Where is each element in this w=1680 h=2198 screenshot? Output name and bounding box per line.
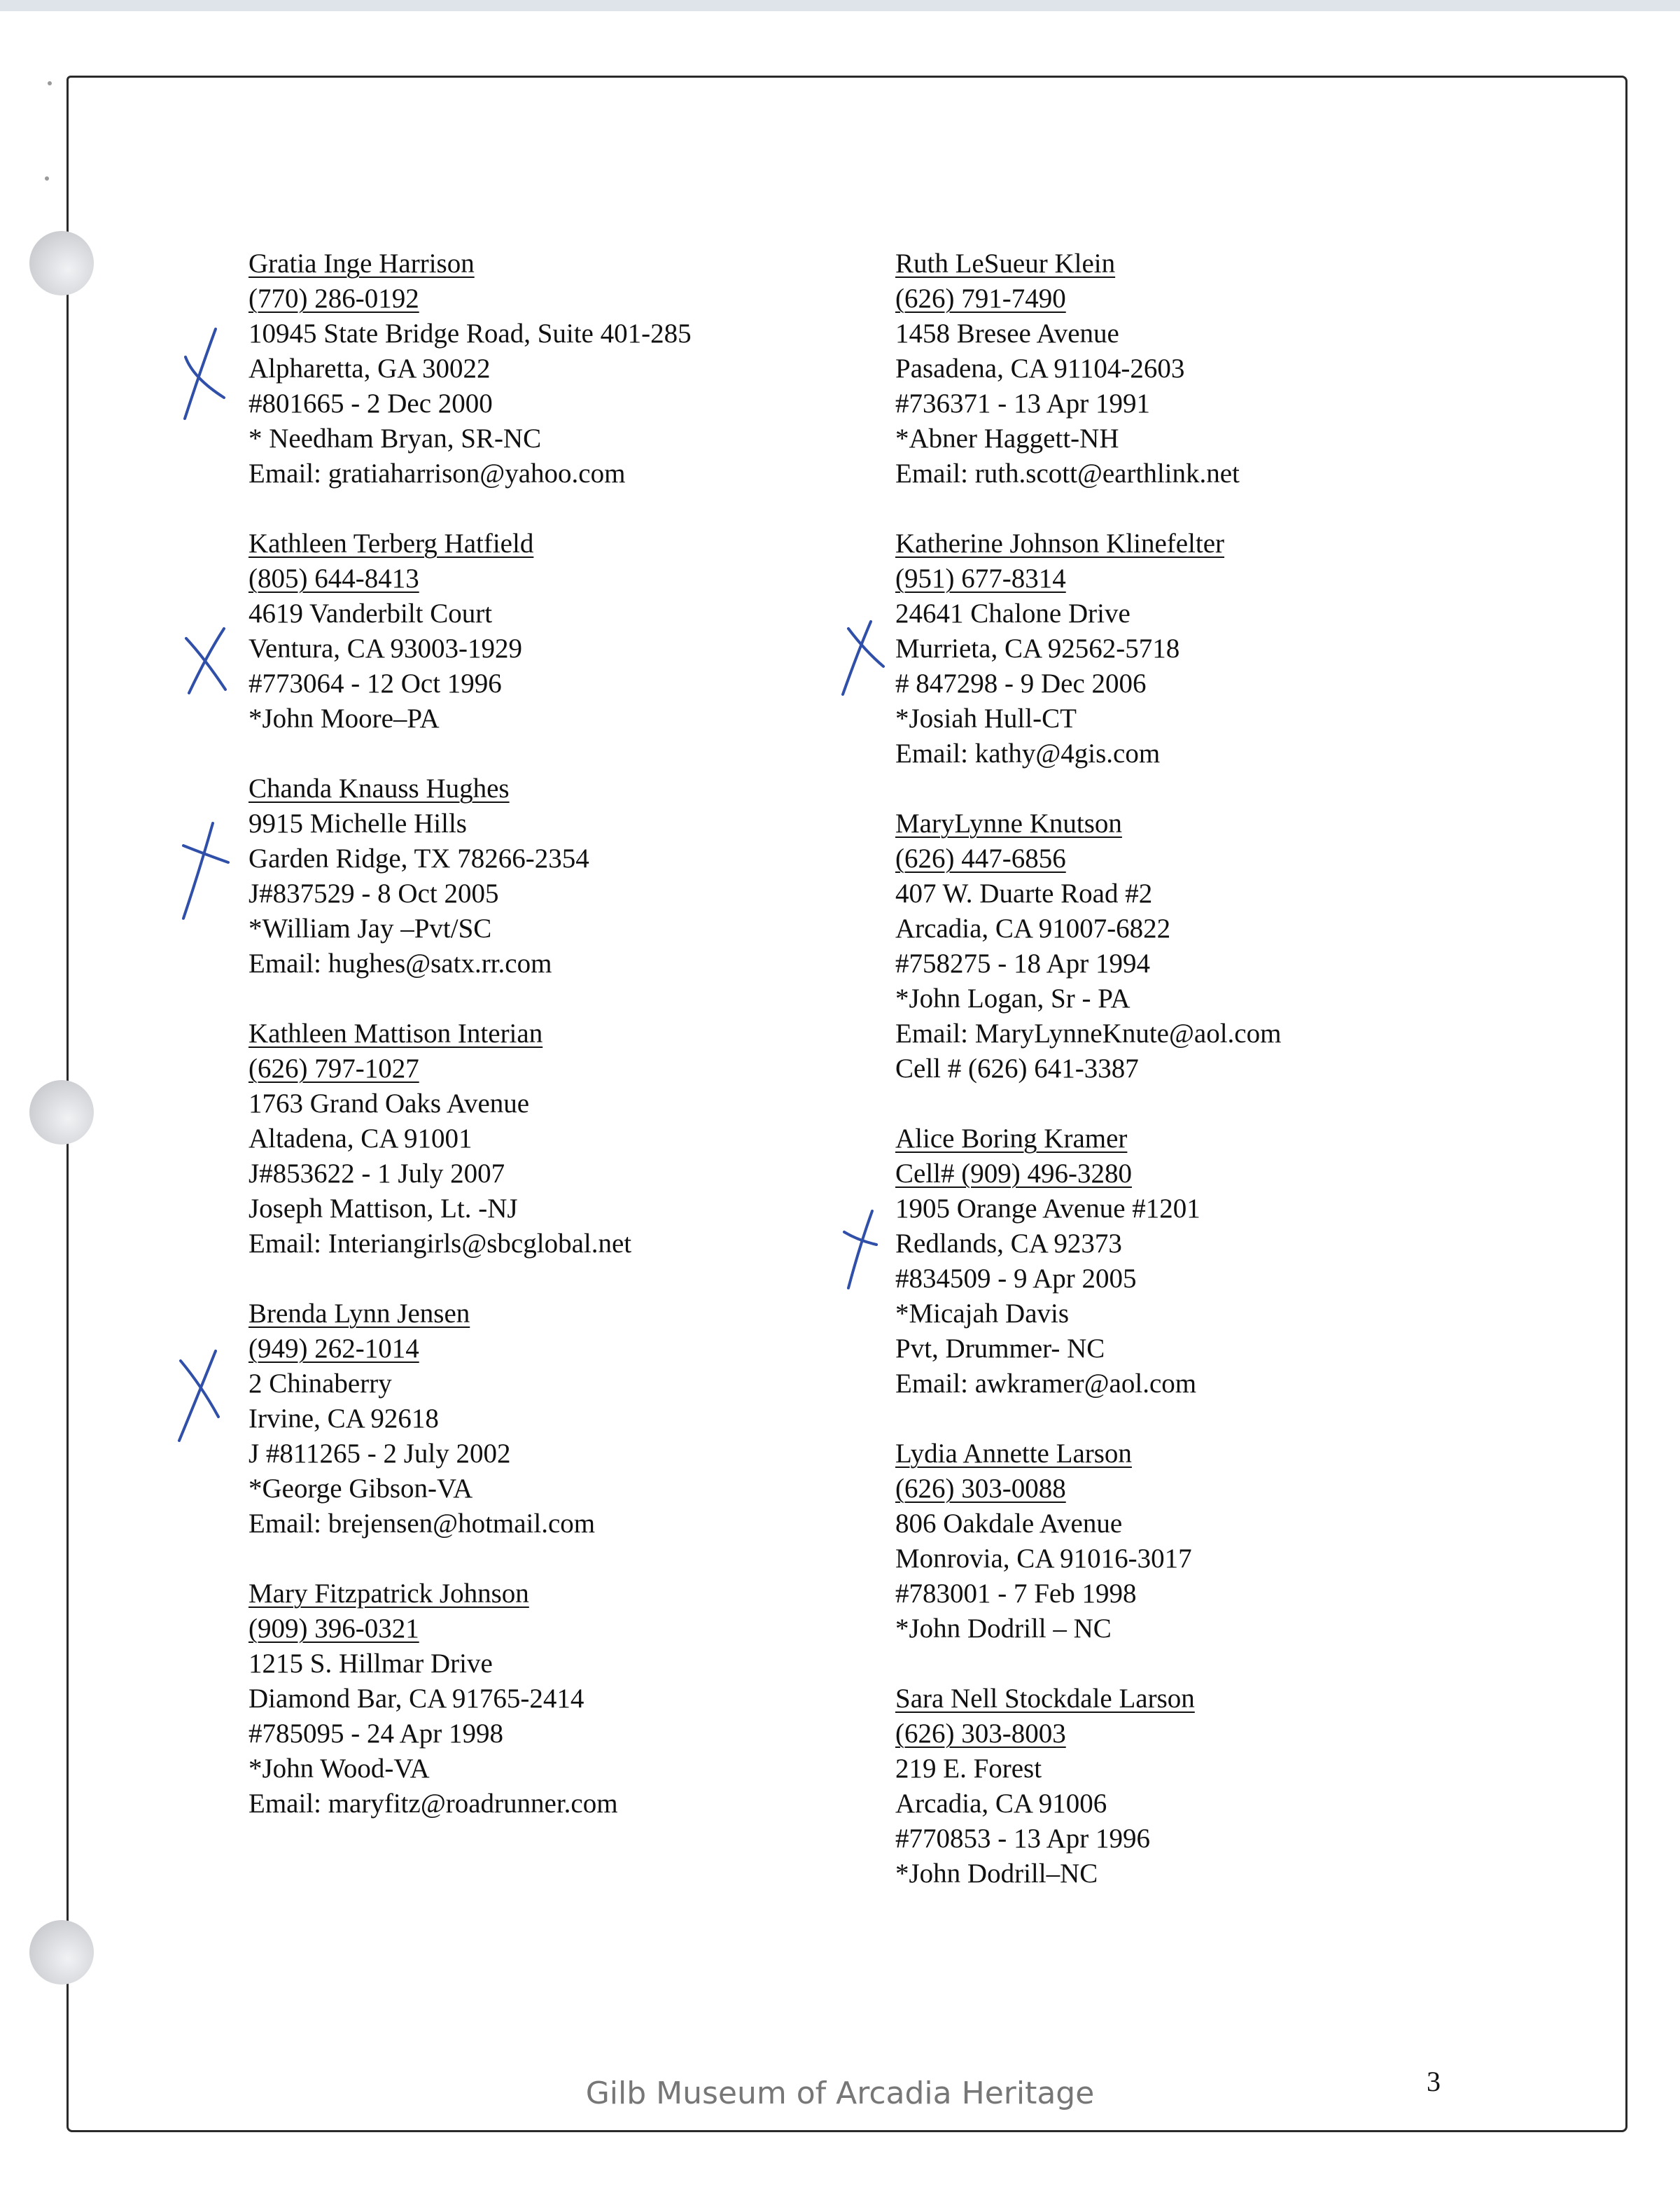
patriot-ancestor: *John Dodrill – NC [895,1614,1112,1644]
member-name: MaryLynne Knutson [895,808,1122,839]
entry-line: Pasadena, CA 91104-2603 [895,354,1185,384]
email-line: Email: brejensen@hotmail.com [248,1508,596,1539]
member-column-left [248,246,878,1856]
email-line: Email: maryfitz@roadrunner.com [248,1788,618,1819]
patriot-ancestor: *John Wood-VA [248,1754,430,1784]
entry-line: Arcadia, CA 91007-6822 [895,913,1171,944]
member-name: Brenda Lynn Jensen [248,1298,470,1329]
member-number-date: #770853 - 13 Apr 1996 [895,1823,1150,1854]
member-name: Alice Boring Kramer [895,1124,1128,1154]
entry-line: Monrovia, CA 91016-3017 [895,1544,1192,1574]
phone-number: (949) 262-1014 [248,1334,419,1364]
member-number-date: #785095 - 24 Apr 1998 [248,1718,503,1749]
entry-line: 2 Chinaberry [248,1368,392,1399]
patriot-ancestor: *John Logan, Sr - PA [895,983,1130,1014]
entry-line: Garden Ridge, TX 78266-2354 [248,844,589,874]
member-name: Chanda Knauss Hughes [248,774,510,804]
member-number-date: #758275 - 18 Apr 1994 [895,948,1150,979]
member-entry-brenda-lynn-jensen [248,1296,878,1541]
member-number-date: #783001 - 7 Feb 1998 [895,1578,1137,1609]
member-number-date: #736371 - 13 Apr 1991 [895,388,1150,419]
scan-speck [45,176,49,181]
email-line: Email: MaryLynneKnute@aol.com [895,1018,1282,1049]
member-entry-sara-nell-stockdale-larson [895,1681,1525,1891]
member-number-date: J#853622 - 1 July 2007 [248,1158,505,1189]
patriot-ancestor: *George Gibson-VA [248,1474,473,1504]
member-column-right [895,246,1525,1926]
member-name: Katherine Johnson Klinefelter [895,528,1225,559]
entry-line: Diamond Bar, CA 91765-2414 [248,1684,584,1714]
binder-hole-top [29,231,94,295]
entry-line: 1763 Grand Oaks Avenue [248,1088,530,1119]
entry-line: Joseph Mattison, Lt. -NJ [248,1194,518,1224]
member-number-date: 1905 Orange Avenue #1201 [895,1194,1200,1224]
member-name: Gratia Inge Harrison [248,248,475,279]
entry-line: Pvt, Drummer- NC [895,1334,1105,1364]
member-name: Sara Nell Stockdale Larson [895,1684,1195,1714]
patriot-ancestor: *Josiah Hull-CT [895,704,1077,734]
phone-number: (626) 303-0088 [895,1474,1066,1504]
entry-line: 10945 State Bridge Road, Suite 401-285 [248,318,692,349]
phone-number: Cell # (626) 641-3387 [895,1054,1139,1084]
member-entry-kathleen-terberg-hatfield [248,526,878,736]
patriot-ancestor: * Needham Bryan, SR-NC [248,424,542,454]
member-number-date: J#837529 - 8 Oct 2005 [248,878,499,909]
phone-number: Cell# (909) 496-3280 [895,1158,1132,1189]
member-name: Mary Fitzpatrick Johnson [248,1578,529,1609]
entry-line: 24641 Chalone Drive [895,598,1130,629]
phone-number: (770) 286-0192 [248,284,419,314]
member-entry-kathleen-mattison-interian [248,1016,878,1261]
member-number-date: # 847298 - 9 Dec 2006 [895,668,1147,699]
entry-line: Altadena, CA 91001 [248,1124,472,1154]
patriot-ancestor: *Micajah Davis [895,1298,1070,1329]
member-entry-katherine-johnson-klinefelter [895,526,1525,771]
phone-number: (626) 303-8003 [895,1718,1066,1749]
phone-number: (626) 447-6856 [895,844,1066,874]
member-number-date: 407 W. Duarte Road #2 [895,878,1153,909]
patriot-ancestor: *John Dodrill–NC [895,1858,1098,1889]
member-name: Lydia Annette Larson [895,1438,1132,1469]
email-line: Email: awkramer@aol.com [895,1368,1197,1399]
entry-line: 1215 S. Hillmar Drive [248,1648,493,1679]
member-entry-gratia-inge-harrison [248,246,878,491]
entry-line: 219 E. Forest [895,1754,1042,1784]
member-entry-lydia-annette-larson [895,1436,1525,1646]
member-name: Kathleen Mattison Interian [248,1018,543,1049]
member-number-date: J #811265 - 2 July 2002 [248,1438,511,1469]
binder-hole-middle [29,1080,94,1144]
entry-line: Ventura, CA 93003-1929 [248,634,523,664]
phone-number: (909) 396-0321 [248,1614,419,1644]
member-number-date: #801665 - 2 Dec 2000 [248,388,493,419]
member-name: Kathleen Terberg Hatfield [248,528,534,559]
member-entry-alice-boring-kramer [895,1121,1525,1401]
member-name: Ruth LeSueur Klein [895,248,1116,279]
scan-speck [48,81,52,85]
phone-number: (626) 797-1027 [248,1054,419,1084]
email-line: Email: hughes@satx.rr.com [248,948,552,979]
member-entry-ruth-lesueur-klein [895,246,1525,491]
phone-number: (951) 677-8314 [895,564,1066,594]
binder-hole-bottom [29,1920,94,1984]
email-line: Email: kathy@4gis.com [895,738,1161,769]
phone-number: (626) 791-7490 [895,284,1066,314]
entry-line: Alpharetta, GA 30022 [248,354,491,384]
member-entry-marylynne-knutson [895,806,1525,1086]
phone-number: (805) 644-8413 [248,564,419,594]
email-line: Email: Interiangirls@sbcglobal.net [248,1228,632,1259]
member-entry-mary-fitzpatrick-johnson [248,1576,878,1821]
entry-line: 4619 Vanderbilt Court [248,598,493,629]
member-number-date: #773064 - 12 Oct 1996 [248,668,502,699]
entry-line: Redlands, CA 92373 [895,1228,1122,1259]
member-number-date: #834509 - 9 Apr 2005 [895,1264,1137,1294]
patriot-ancestor: *Abner Haggett-NH [895,424,1119,454]
entry-line: 9915 Michelle Hills [248,808,467,839]
page-number: 3 [1427,2066,1441,2097]
email-line: Email: ruth.scott@earthlink.net [895,458,1240,489]
member-entry-chanda-knauss-hughes [248,771,878,981]
entry-line: Murrieta, CA 92562-5718 [895,634,1180,664]
patriot-ancestor: *William Jay –Pvt/SC [248,913,492,944]
scan-top-edge [0,0,1680,11]
entry-line: 806 Oakdale Avenue [895,1508,1123,1539]
entry-line: Irvine, CA 92618 [248,1404,439,1434]
email-line: Email: gratiaharrison@yahoo.com [248,458,626,489]
entry-line: 1458 Bresee Avenue [895,318,1119,349]
footer-watermark: Gilb Museum of Arcadia Heritage [585,2076,1095,2111]
patriot-ancestor: *John Moore–PA [248,704,440,734]
entry-line: Arcadia, CA 91006 [895,1788,1107,1819]
